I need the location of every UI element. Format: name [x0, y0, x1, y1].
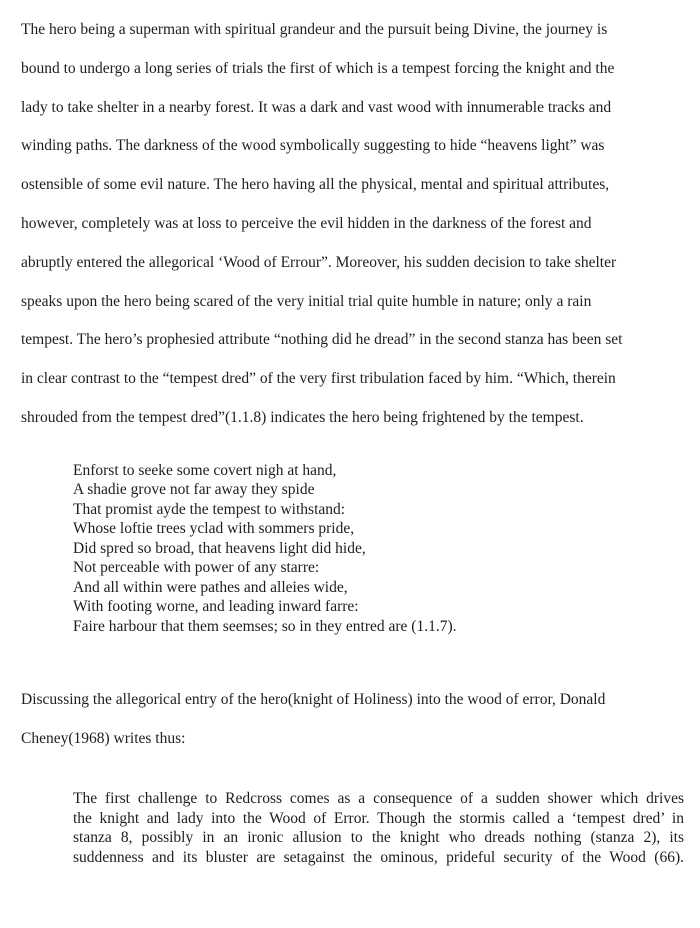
paragraph-line: ostensible of some evil nature. The hero having all the physical, mental and spiritual attributes, — [21, 176, 610, 194]
poem-line: With footing worne, and leading inward farre: — [73, 598, 359, 616]
prose-blockquote — [73, 789, 684, 868]
paragraph-line: winding paths. The darkness of the wood symbolically suggesting to hide “heavens light” was — [21, 137, 605, 155]
paragraph-line: shrouded from the tempest dred”(1.1.8) indicates the hero being frightened by the tempest. — [21, 408, 584, 426]
poem-line: That promist ayde the tempest to withstand: — [73, 500, 346, 518]
paragraph-line: bound to undergo a long series of trials the first of which is a tempest forcing the knight and the — [21, 59, 615, 77]
poem-line: Not perceable with power of any starre: — [73, 559, 320, 577]
paragraph-line: The hero being a superman with spiritual grandeur and the pursuit being Divine, the journey is — [21, 21, 608, 38]
paragraph-line: abruptly entered the allegorical ‘Wood of Errour”. Moreover, his sudden decision to take shelter — [21, 253, 617, 271]
blockquote-line: stanza 8, possibly in an ironic allusion to the knight who dreads nothing (stanza 2), its — [73, 829, 684, 847]
poem-line: Faire harbour that them seemses; so in they entred are (1.1.7). — [73, 617, 457, 635]
paragraph-line: however, completely was at loss to perceive the evil hidden in the darkness of the forest and — [21, 214, 592, 232]
poem-line: Whose loftie trees yclad with sommers pride, — [73, 520, 355, 538]
paragraph-line: in clear contrast to the “tempest dred” of the very first tribulation faced by him. “Which, therein — [21, 370, 616, 388]
paragraph-line: Cheney(1968) writes thus: — [21, 730, 186, 748]
blockquote-line: The first challenge to Redcross comes as a consequence of a sudden shower which drives — [73, 789, 684, 807]
poem-line: Enforst to seeke some covert nigh at hand, — [73, 461, 337, 479]
blockquote-line: the knight and lady into the Wood of Error. Though the stormis called a ‘tempest dred’ in — [73, 809, 684, 827]
poem-line: A shadie grove not far away they spide — [73, 481, 315, 499]
paragraph-line: lady to take shelter in a nearby forest. It was a dark and vast wood with innumerable tracks and — [21, 98, 612, 116]
paragraph-line: speaks upon the hero being scared of the very initial trial quite humble in nature; only a rain — [21, 292, 592, 310]
poem-line: Did spred so broad, that heavens light did hide, — [73, 539, 366, 557]
intro-paragraph — [0, 681, 700, 759]
paragraph-line: Discussing the allegorical entry of the hero(knight of Holiness) into the wood of error, Donald — [21, 691, 606, 709]
blockquote-line: suddenness and its bluster are setagainst the ominous, prideful security of the Wood (66). — [73, 849, 684, 867]
poem-line: And all within were pathes and alleies wide, — [73, 578, 348, 596]
poem-blockquote — [0, 461, 700, 637]
paragraph-line: tempest. The hero’s prophesied attribute “nothing did he dread” in the second stanza has been set — [21, 331, 623, 349]
main-analysis-paragraph — [0, 0, 700, 438]
